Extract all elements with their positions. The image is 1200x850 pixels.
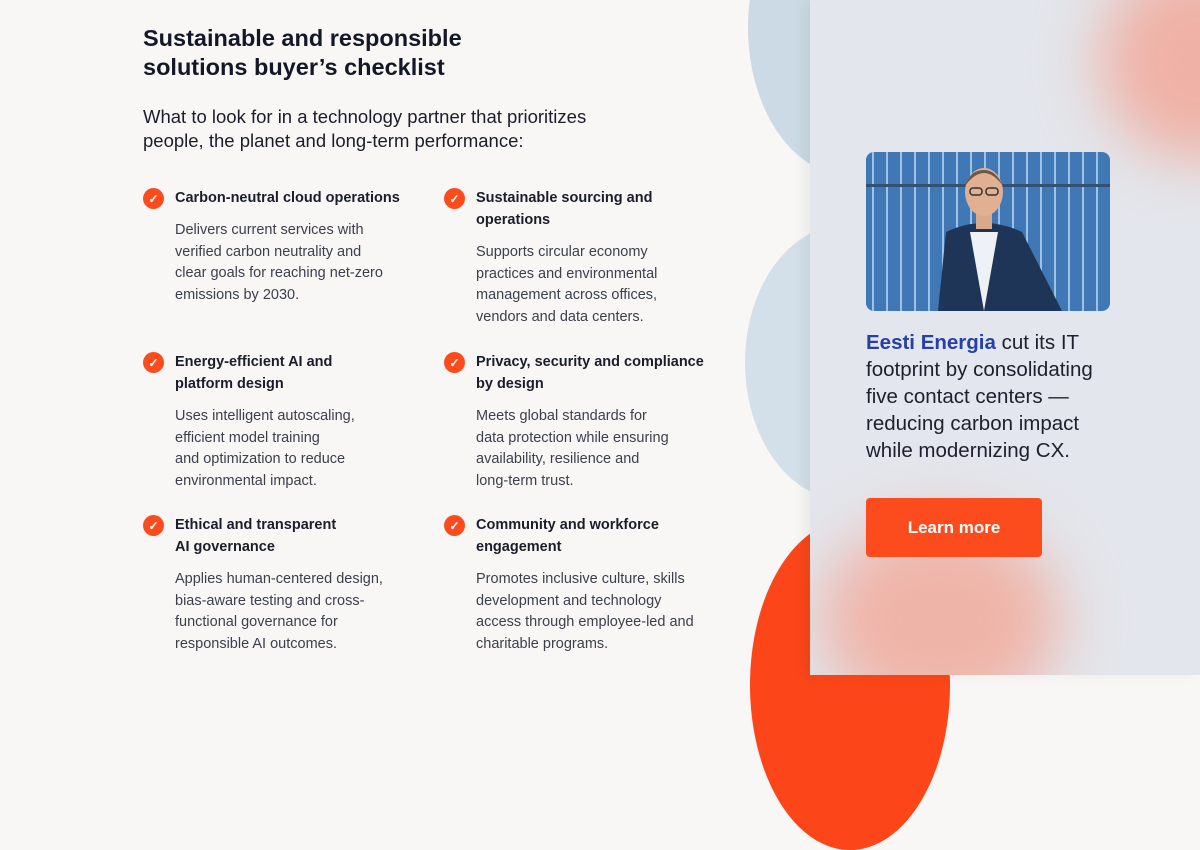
person-image	[866, 152, 1110, 311]
check-circle-icon: ✓	[444, 352, 465, 373]
learn-more-button[interactable]: Learn more	[866, 498, 1042, 557]
checklist-item	[143, 354, 413, 492]
item-description: Applies human-centered design, bias-aware testing and cross- functional governance for responsible AI outcomes.	[175, 571, 383, 652]
page-subtitle: What to look for in a technology partner that prioritizes people, the planet and long-term performance:	[143, 106, 587, 151]
item-title: Privacy, security and compliance by design	[476, 354, 704, 392]
item-description: Supports circular economy practices and environmental management across offices, vendors and data centers.	[476, 244, 658, 325]
case-study-photo	[866, 152, 1110, 311]
item-description: Meets global standards for data protection while ensuring availability, resilience and long-term trust.	[476, 408, 669, 489]
item-description: Delivers current services with verified carbon neutrality and clear goals for reaching net-zero emissions by 2030.	[175, 222, 383, 303]
check-circle-icon: ✓	[143, 515, 164, 536]
decorative-blob	[1100, 0, 1200, 160]
case-study-panel	[810, 0, 1200, 675]
case-study-description: cut its IT footprint by consolidating five contact centers — reducing carbon impact while modernizing CX.	[866, 331, 1093, 462]
item-title: Ethical and transparent AI governance	[175, 517, 337, 555]
item-title: Carbon-neutral cloud operations	[175, 190, 400, 206]
item-title: Energy-efficient AI and platform design	[175, 354, 333, 392]
checklist-item	[444, 354, 714, 492]
item-description: Promotes inclusive culture, skills development and technology access through employee-led and charitable programs.	[476, 571, 694, 652]
page-title: Sustainable and responsible solutions buyer’s checklist	[143, 25, 462, 80]
checklist-item	[444, 190, 714, 328]
checklist-item	[444, 517, 714, 655]
item-title: Sustainable sourcing and operations	[476, 190, 653, 228]
check-circle-icon: ✓	[143, 188, 164, 209]
brand-name: Eesti Energia	[866, 331, 996, 354]
checklist-item	[143, 190, 413, 306]
check-circle-icon: ✓	[444, 515, 465, 536]
case-study-text	[866, 329, 1126, 464]
item-title: Community and workforce engagement	[476, 517, 659, 555]
item-description: Uses intelligent autoscaling, efficient model training and optimization to reduce environmental impact.	[175, 408, 355, 489]
check-circle-icon: ✓	[444, 188, 465, 209]
check-circle-icon: ✓	[143, 352, 164, 373]
checklist-item	[143, 517, 413, 655]
